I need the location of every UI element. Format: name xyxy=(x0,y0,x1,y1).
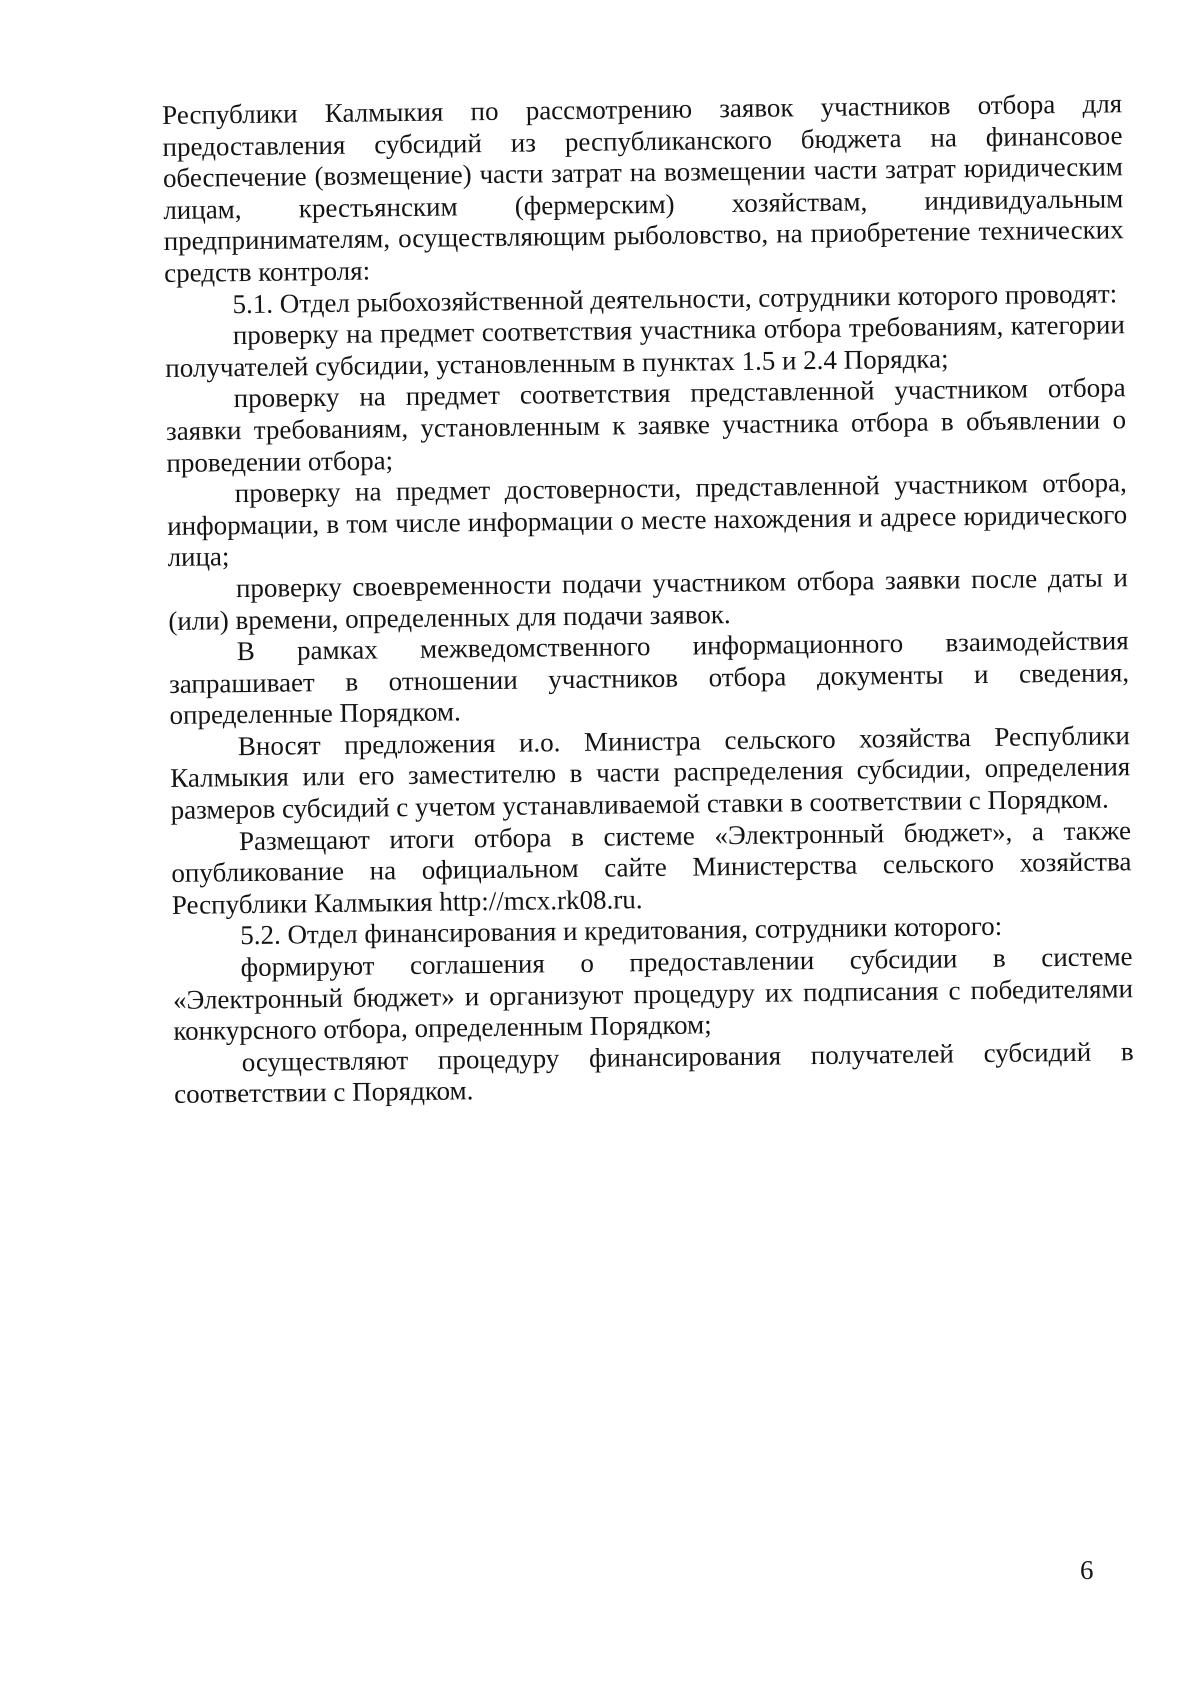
paragraph-check-requirements: проверку на предмет соответствия участника отбора требованиям, категории получателей субсидии, установленным в пунктах 1.5 и 2.4 Порядка; xyxy=(165,309,1125,383)
paragraph-publication: Размещают итоги отбора в системе «Электронный бюджет», а также опубликование на официальном сайте Министерства сельского хозяйства Республики Калмыкия http://mcx.rk08.ru. xyxy=(171,814,1132,920)
paragraph-proposals: Вносят предложения и.о. Министра сельского хозяйства Республики Калмыкия или его заместителю в части распределения субсидии, определения размеров субсидий с учетом устанавливаемой ставки в соответствии с Порядком. xyxy=(170,720,1131,826)
paragraph-section-5-2: 5.2. Отдел финансирования и кредитования, сотрудники которого: xyxy=(240,911,1003,951)
paragraph-financing: осуществляют процедуру финансирования получателей субсидий в соответствии с Порядком. xyxy=(173,1036,1134,1110)
paragraph-check-application: проверку на предмет соответствия представленной участником отбора заявки требованиям, установленным к заявке участника отбора в объявлении о проведении отбора; xyxy=(165,372,1127,478)
paragraph-intro: Республики Калмыкия по рассмотрению заявок участников отбора для предоставления субсидий из республиканского бюджета на финансовое обеспечение (возмещение) части затрат на возмещении части затрат юридическим лицам, крестьянским (фермерским) хозяйствам, индивидуальным предпринимателям, осуществляющим рыболовство, на приобретение технических средств контроля: xyxy=(162,88,1124,288)
paragraph-section-5-1: 5.1. Отдел рыбохозяйственной деятельности, сотрудники которого проводят: xyxy=(232,277,1118,319)
paragraph-check-timeliness: проверку своевременности подачи участником отбора заявки после даты и (или) времени, определенных для подачи заявок. xyxy=(168,562,1129,636)
page-number: 6 xyxy=(1080,1555,1094,1585)
paragraph-check-reliability: проверку на предмет достоверности, представленной участником отбора, информации, в том числе информации о месте нахождения и адресе юридического лица; xyxy=(167,467,1128,573)
document-body xyxy=(162,88,1134,1111)
paragraph-interagency: В рамках межведомственного информационного взаимодействия запрашивает в отношении участников отбора документы и сведения, определенные Порядком. xyxy=(168,625,1130,731)
paragraph-agreements: формируют соглашения о предоставлении субсидии в системе «Электронный бюджет» и организуют процедуру их подписания с победителями конкурсного отбора, определенным Порядком; xyxy=(172,941,1134,1047)
